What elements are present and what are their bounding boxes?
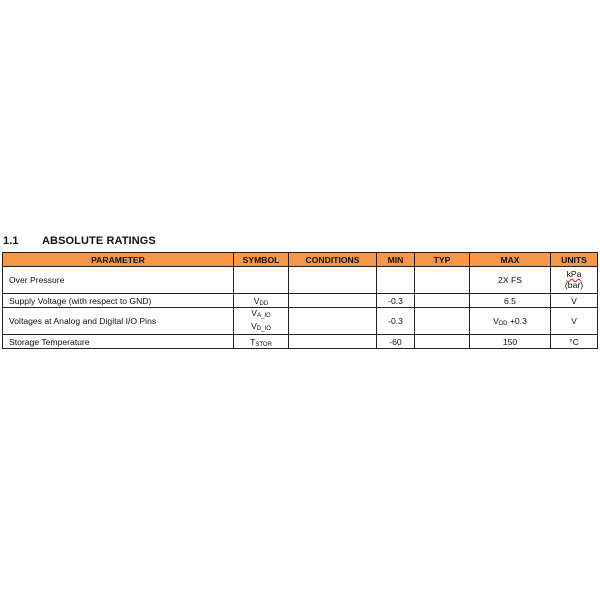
table-row xyxy=(3,294,598,308)
cell-parameter: Storage Temperature xyxy=(3,335,234,349)
header-units: UNITS xyxy=(551,253,598,267)
cell-min: -0.3 xyxy=(377,294,415,308)
symbol-main: V xyxy=(251,321,257,331)
symbol-main: V xyxy=(253,295,260,306)
cell-parameter: Voltages at Analog and Digital I/O Pins xyxy=(3,308,234,335)
table-row xyxy=(3,267,598,294)
cell-conditions xyxy=(289,267,377,294)
cell-symbol xyxy=(234,308,289,335)
header-parameter: PARAMETER xyxy=(3,253,234,267)
symbol-line-analog xyxy=(237,308,285,321)
cell-min: -60 xyxy=(377,335,415,349)
cell-symbol xyxy=(234,267,289,294)
cell-symbol xyxy=(234,294,289,308)
header-max: MAX xyxy=(470,253,551,267)
units-kpa-text: kPa xyxy=(566,269,582,279)
cell-conditions xyxy=(289,294,377,308)
cell-units: V xyxy=(551,294,598,308)
symbol-line-digital xyxy=(237,321,285,334)
table-header-row xyxy=(3,253,598,267)
section-heading xyxy=(3,235,156,247)
symbol-subscript: A_IO xyxy=(257,313,271,319)
cell-typ xyxy=(415,294,470,308)
cell-min xyxy=(377,267,415,294)
cell-parameter: Supply Voltage (with respect to GND) xyxy=(3,294,234,308)
cell-conditions xyxy=(289,335,377,349)
section-number: 1.1 xyxy=(3,235,19,247)
units-bar-label: (bar) xyxy=(564,280,584,290)
cell-max xyxy=(470,308,551,335)
cell-units xyxy=(551,267,598,294)
cell-typ xyxy=(415,308,470,335)
symbol-subscript: STOR xyxy=(255,341,272,348)
cell-symbol xyxy=(234,335,289,349)
cell-typ xyxy=(415,267,470,294)
symbol-subscript: D_IO xyxy=(256,326,271,332)
cell-units: V xyxy=(551,308,598,335)
section-title: ABSOLUTE RATINGS xyxy=(42,235,156,247)
cell-max: 150 xyxy=(470,335,551,349)
header-typ: TYP xyxy=(415,253,470,267)
cell-units: °C xyxy=(551,335,598,349)
cell-typ xyxy=(415,335,470,349)
header-min: MIN xyxy=(377,253,415,267)
cell-max: 2X FS xyxy=(470,267,551,294)
symbol-main: V xyxy=(251,308,258,318)
table-row xyxy=(3,308,598,335)
max-symbol-subscript: DD xyxy=(498,321,508,327)
cell-max: 6.5 xyxy=(470,294,551,308)
max-suffix: +0.3 xyxy=(507,316,527,326)
cell-conditions xyxy=(289,308,377,335)
header-symbol: SYMBOL xyxy=(234,253,289,267)
header-conditions: CONDITIONS xyxy=(289,253,377,267)
symbol-main: T xyxy=(250,336,256,347)
units-kpa-label xyxy=(554,269,594,280)
cell-parameter: Over Pressure xyxy=(3,267,234,294)
max-symbol-main: V xyxy=(493,316,499,326)
absolute-ratings-table xyxy=(2,252,598,349)
cell-min: -0.3 xyxy=(377,308,415,335)
symbol-subscript: DD xyxy=(259,300,269,307)
table-row xyxy=(3,335,598,349)
